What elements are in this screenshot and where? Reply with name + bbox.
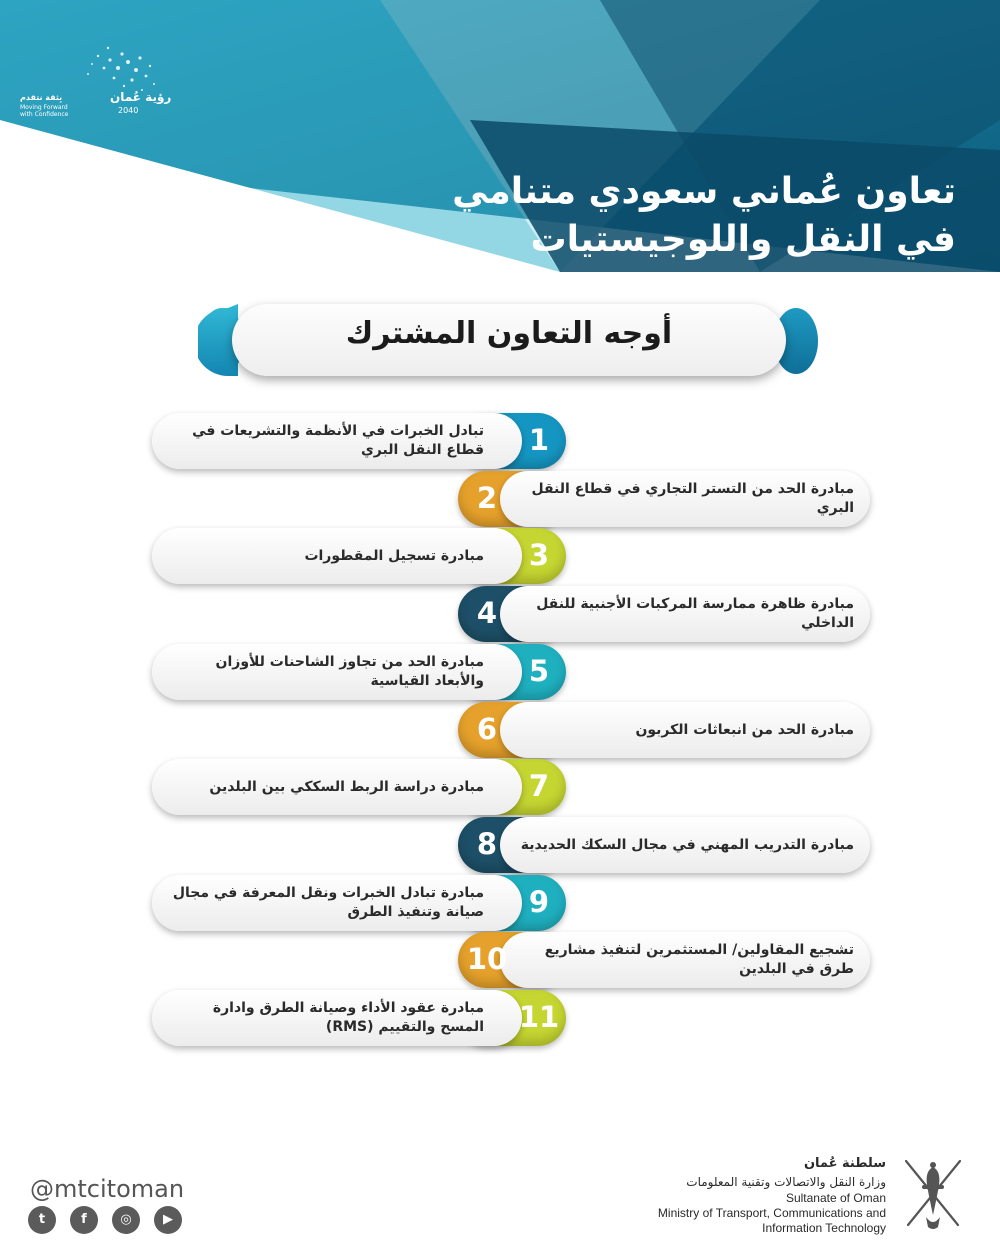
- initiative-number: 7: [528, 769, 550, 803]
- page-title: [452, 168, 956, 264]
- initiative-text: مبادرة الحد من تجاوز الشاحنات للأوزان والأبعاد القياسية: [215, 654, 484, 689]
- initiative-item: [152, 990, 566, 1046]
- initiative-number: 5: [528, 654, 550, 688]
- initiative-item: [458, 586, 870, 642]
- facebook-icon[interactable]: f: [70, 1206, 98, 1234]
- initiative-number: 4: [476, 596, 498, 630]
- initiative-item: [458, 932, 870, 988]
- title-line-1: تعاون عُماني سعودي متنامي: [452, 171, 956, 212]
- initiative-text: مبادرة عقود الأداء وصيانة الطرق وادارة المسح والتقييم (RMS): [212, 1000, 484, 1035]
- oman-emblem-icon: [900, 1155, 966, 1237]
- initiative-item: [152, 759, 566, 815]
- initiative-text: مبادرة دراسة الربط السككي بين البلدين: [209, 778, 484, 795]
- initiative-text: مبادرة تسجيل المقطورات: [304, 547, 484, 564]
- initiative-item: [152, 528, 566, 584]
- sultanate-name-english: Sultanate of Oman: [785, 1191, 886, 1205]
- initiative-number: 2: [476, 481, 498, 515]
- section-title-text: أوجه التعاون المشترك: [345, 316, 673, 351]
- initiative-number: 6: [476, 712, 498, 746]
- initiative-text: مبادرة الحد من انبعاثات الكربون: [635, 721, 854, 738]
- sultanate-name-arabic: سلطنة عُمان: [803, 1156, 886, 1171]
- initiative-number: 8: [476, 827, 498, 861]
- initiative-number: 10: [466, 942, 508, 976]
- ministry-name-arabic: وزارة النقل والاتصالات وتقنية المعلومات: [686, 1175, 886, 1189]
- initiative-item: [152, 875, 566, 931]
- ministry-name-english-line2: Information Technology: [762, 1221, 886, 1235]
- initiative-number: 3: [528, 538, 550, 572]
- vision-2040-emblem: [48, 38, 218, 98]
- initiative-item: [458, 817, 870, 873]
- initiative-item: [458, 471, 870, 527]
- ministry-name-english-line1: Ministry of Transport, Communications and: [657, 1206, 886, 1220]
- vision-logo-text: رؤية عُمان: [110, 90, 172, 104]
- social-handle[interactable]: @mtcitoman: [30, 1175, 185, 1203]
- initiative-text: مبادرة تبادل الخبرات ونقل المعرفة في مجال صيانة وتنفيذ الطرق: [172, 885, 484, 920]
- tagline-english: Moving Forward with Confidence: [20, 104, 69, 118]
- twitter-icon[interactable]: t: [28, 1206, 56, 1234]
- vision-year: 2040: [118, 106, 139, 115]
- initiative-number: 1: [528, 423, 550, 457]
- section-title: [198, 302, 820, 376]
- initiative-text: مبادرة الحد من التستر التجاري في قطاع النقل البري: [531, 481, 854, 516]
- initiative-number: 9: [528, 885, 550, 919]
- initiative-item: [458, 702, 870, 758]
- initiative-text: مبادرة التدريب المهني في مجال السكك الحديدية: [520, 836, 854, 853]
- initiative-item: [152, 413, 566, 469]
- youtube-icon[interactable]: ▶: [154, 1206, 182, 1234]
- vision-logos: [18, 38, 188, 128]
- initiative-number: 11: [518, 1000, 560, 1034]
- initiative-item: [152, 644, 566, 700]
- title-line-2: في النقل واللوجيستيات: [530, 219, 956, 260]
- initiative-text: مبادرة ظاهرة ممارسة المركبات الأجنبية للنقل الداخلي: [536, 596, 854, 631]
- ministry-info: [658, 1155, 886, 1236]
- initiative-text: تشجيع المقاولين/ المستثمرين لتنفيذ مشاريع طرق في البلدين: [544, 942, 854, 977]
- instagram-icon[interactable]: ◎: [112, 1206, 140, 1234]
- tagline-arabic: بِثقة نتقدم: [20, 93, 63, 102]
- initiative-text: تبادل الخبرات في الأنظمة والتشريعات في قطاع النقل البري: [192, 423, 484, 458]
